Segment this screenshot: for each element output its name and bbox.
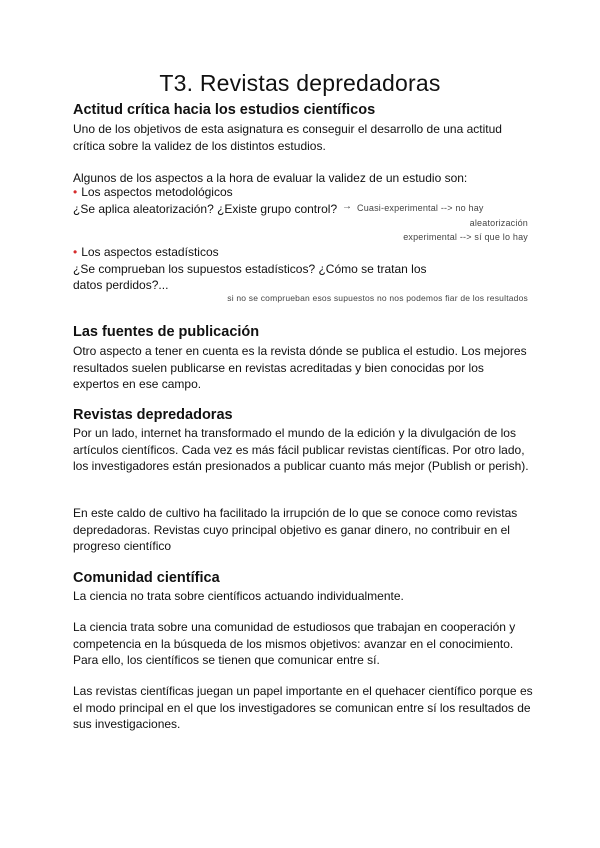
page-title: T3. Revistas depredadoras [159, 70, 441, 96]
paragraph-objetivos: Uno de los objetivos de esta asignatura es conseguir el desarrollo de una actitud crítica sobre la validez de los distintos estudios. [73, 122, 502, 153]
paragraph-fuentes: Otro aspecto a tener en cuenta es la revista dónde se publica el estudio. Los mejores resultados suelen publicarse en revistas acreditadas y bien conocidas por los expertos en ese campo. [73, 344, 527, 391]
bullet-dot: • [73, 185, 78, 199]
heading-actitud-critica: Actitud crítica hacia los estudios científicos [73, 102, 376, 118]
handwritten-note-aleatorizacion: aleatorización [469, 218, 528, 228]
paragraph-internet: Por un lado, internet ha transformado el mundo de la edición y la divulgación de los artículos científicos. Cada vez es más fácil publicar revistas científicas. Por otro lado, los investigadores están presionados a publicar cuanto más mejor (Publish or perish). [73, 426, 529, 473]
handwritten-note-supuestos: si no se comprueban esos supuestos no nos podemos fiar de los resultados [227, 293, 528, 303]
question-aleatorizacion: ¿Se aplica aleatorización? ¿Existe grupo control? [73, 202, 338, 216]
handwritten-note-experimental: experimental --> sí que lo hay [403, 232, 528, 242]
paragraph-revistas-cientificas: Las revistas científicas juegan un papel importante en el quehacer científico porque es el modo principal en el que los investigadores se comunican entre sí los resultados de sus investigaciones. [73, 684, 533, 731]
paragraph-ciencia-individual: La ciencia no trata sobre científicos actuando individualmente. [73, 589, 404, 603]
bullet-item-metodologicos [73, 184, 233, 200]
question-datos-perdidos: datos perdidos?... [73, 278, 169, 292]
paragraph-aspectos: Algunos de los aspectos a la hora de evaluar la validez de un estudio son: [73, 171, 468, 185]
bullet-item-estadisticos [73, 244, 219, 260]
heading-fuentes-publicacion: Las fuentes de publicación [73, 324, 260, 340]
bullet-label: Los aspectos estadísticos [81, 245, 219, 259]
heading-comunidad-cientifica: Comunidad científica [73, 570, 220, 586]
paragraph-comunidad-estudiosos: La ciencia trata sobre una comunidad de estudiosos que trabajan en cooperación y competencia en la búsqueda de los mismos objetivos: avanzar en el conocimiento. Para ello, los científicos se tienen que comunicar entre sí. [73, 620, 516, 667]
question-supuestos: ¿Se comprueban los supuestos estadísticos? ¿Cómo se tratan los [73, 262, 427, 276]
handwritten-note-cuasi: Cuasi-experimental --> no hay [357, 203, 484, 213]
heading-revistas-depredadoras: Revistas depredadoras [73, 407, 233, 423]
paragraph-caldo-cultivo: En este caldo de cultivo ha facilitado la irrupción de lo que se conoce como revistas depredadoras. Revistas cuyo principal objetivo es ganar dinero, no contribuir en el progreso científico [73, 506, 518, 553]
bullet-dot: • [73, 245, 78, 259]
arrow-icon: → [342, 201, 352, 212]
bullet-label: Los aspectos metodológicos [81, 185, 233, 199]
